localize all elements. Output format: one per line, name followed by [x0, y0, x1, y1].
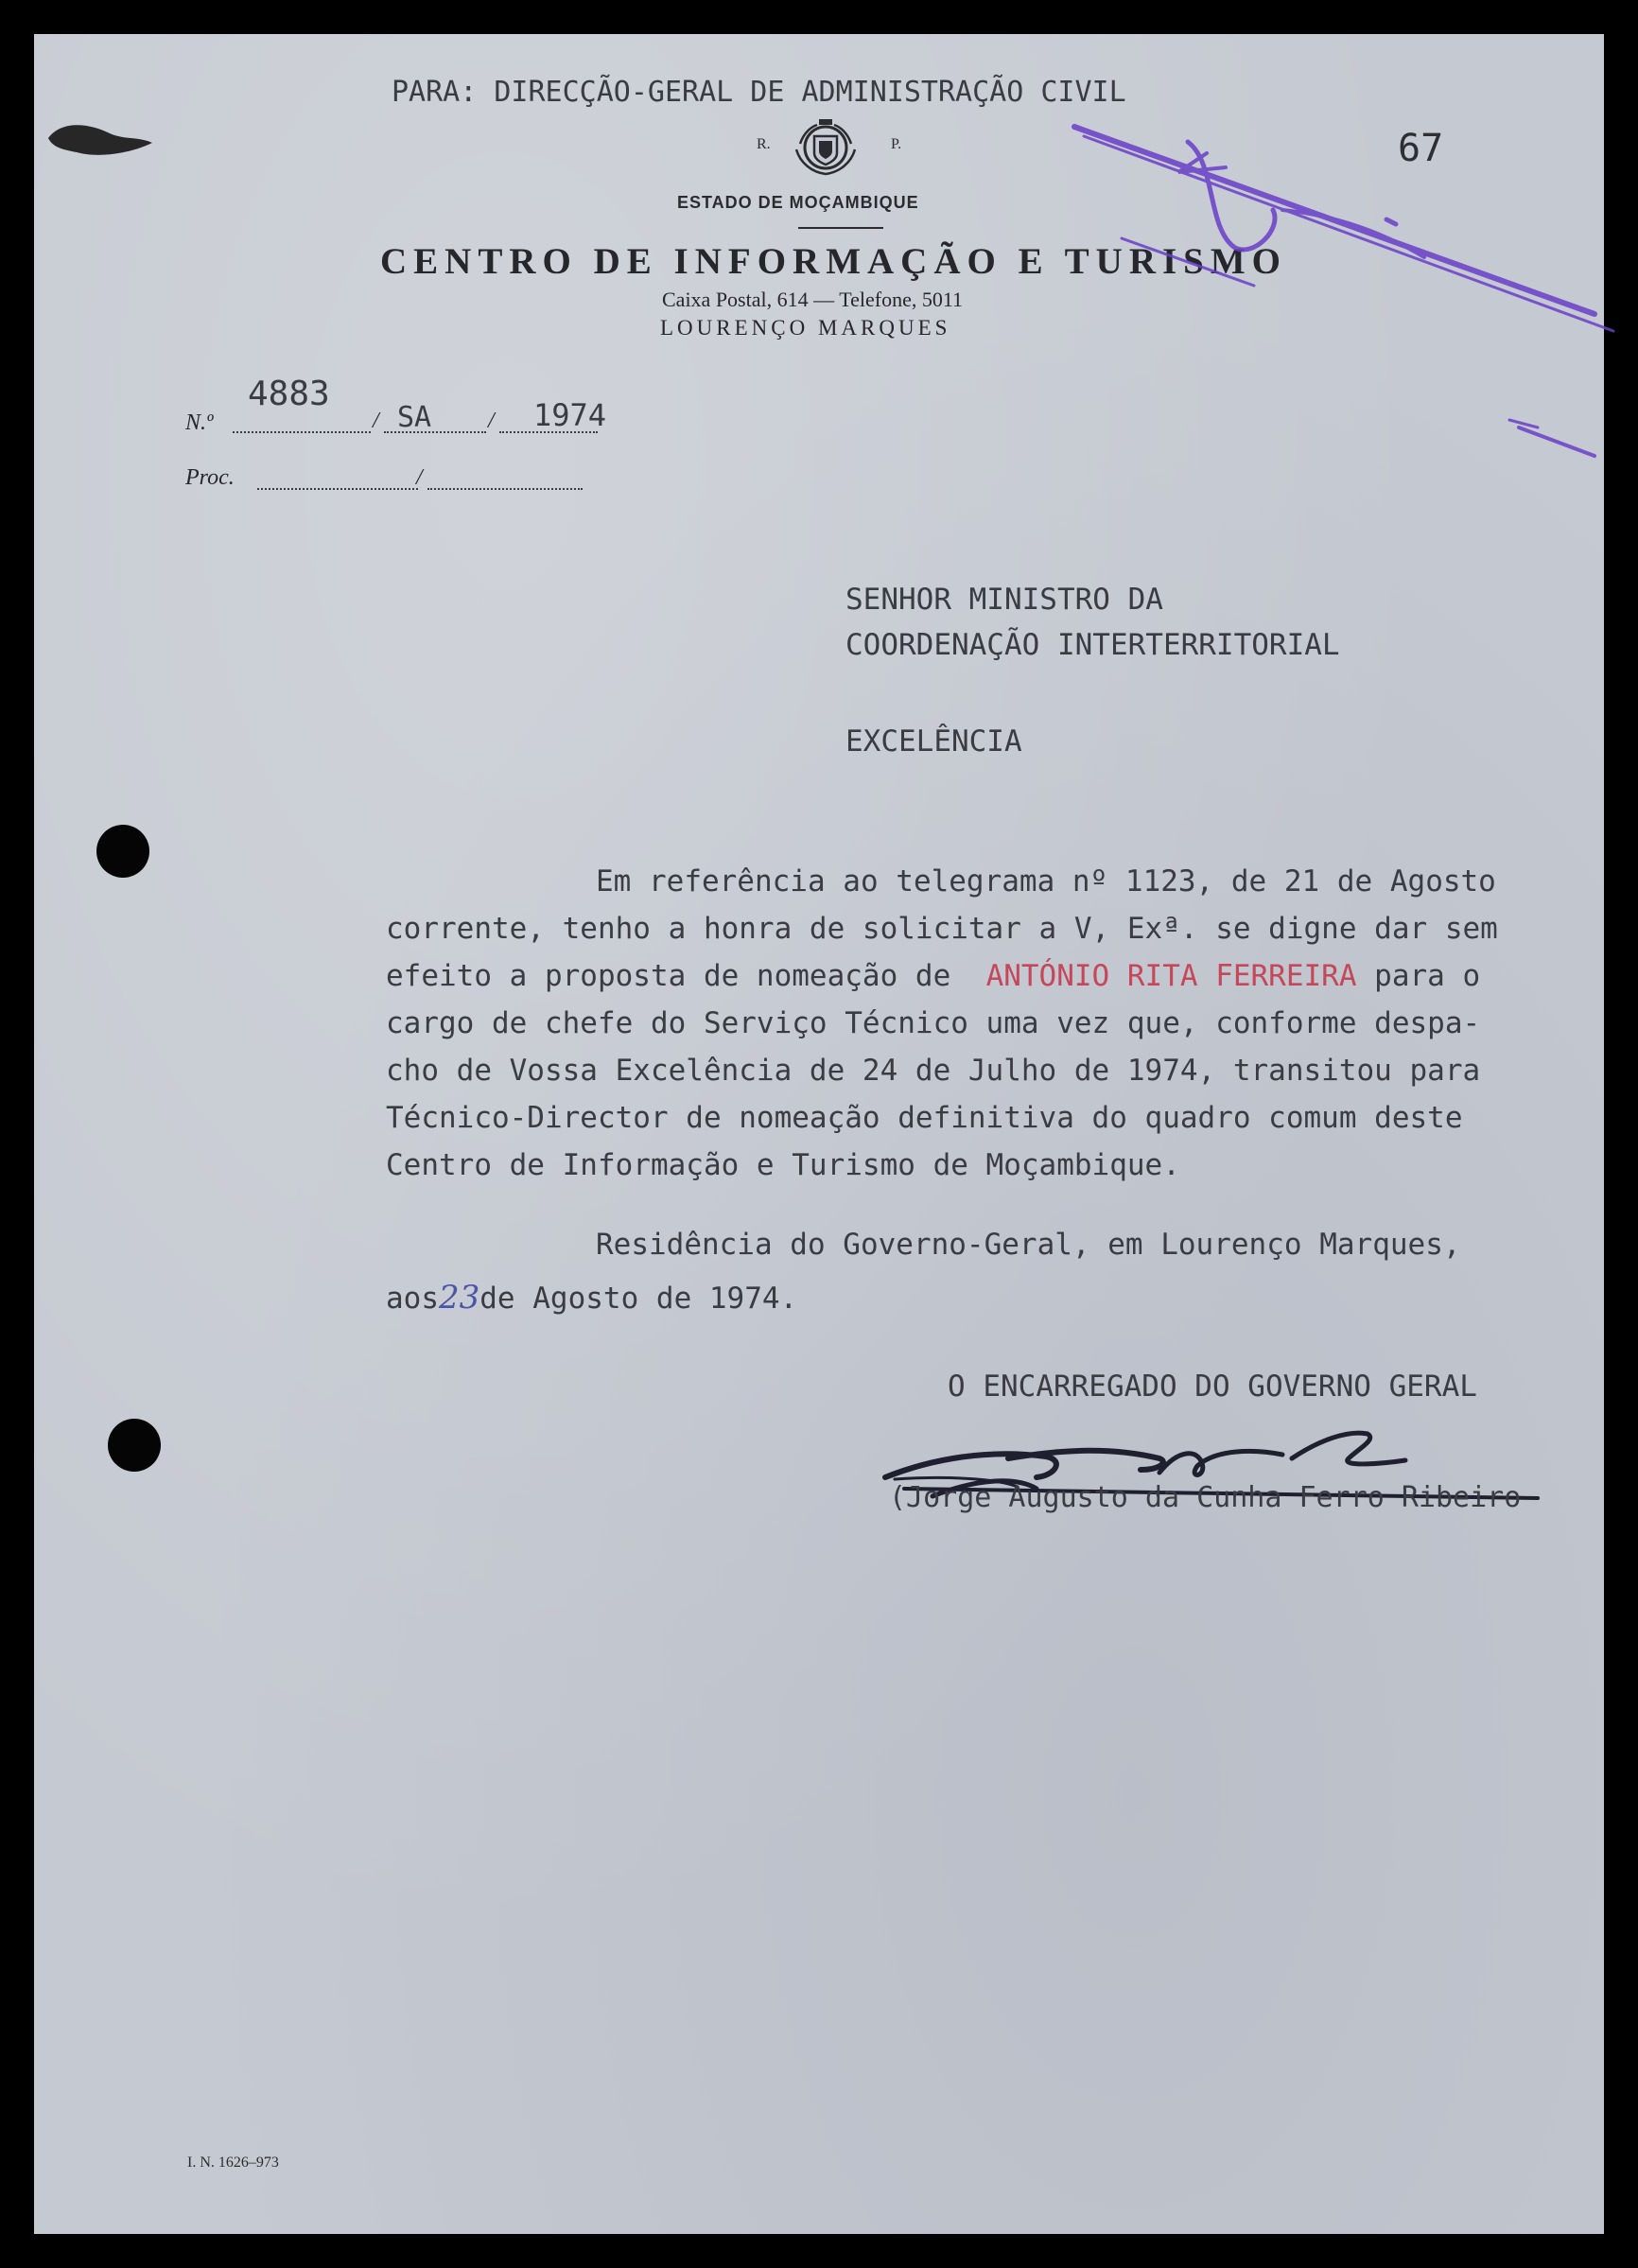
purple-stamp-mark — [1065, 115, 1632, 465]
ref-year: 1974 — [533, 397, 607, 433]
proc-dots-1 — [257, 488, 418, 490]
signer-name: (Jorge Augusto da Cunha Ferro Ribeiro — [889, 1481, 1522, 1514]
ref-number-dots — [233, 431, 371, 433]
coat-of-arms-icon — [783, 115, 868, 182]
body-line-5: cho de Vossa Excelência de 24 de Julho de 1974, transitou para — [386, 1054, 1481, 1088]
body-line-3 — [386, 959, 1480, 993]
ref-slash-1: / — [373, 409, 379, 433]
page-number: 67 — [1398, 127, 1444, 170]
salutation: EXCELÊNCIA — [845, 724, 1022, 759]
addressee-line-2: COORDENAÇÃO INTERTERRITORIAL — [845, 628, 1340, 662]
body-line-3-pre: efeito a proposta de nomeação de — [386, 959, 951, 993]
body-line-4: cargo de chefe do Serviço Técnico uma vez que, conforme despa- — [386, 1006, 1481, 1040]
ink-smudge — [44, 110, 157, 166]
estado-label: ESTADO DE MOÇAMBIQUE — [677, 193, 919, 212]
closing-line-1: Residência do Governo-Geral, em Lourenço Marques, — [596, 1228, 1461, 1262]
body-line-7: Centro de Informação e Turismo de Moçambique. — [386, 1148, 1180, 1182]
proc-slash: / — [416, 465, 423, 490]
closing-date-line — [386, 1279, 797, 1317]
body-line-2: corrente, tenho a honra de solicitar a V, Exª. se digne dar sem — [386, 912, 1498, 946]
estado-underline — [798, 227, 883, 229]
organization-name: CENTRO DE INFORMAÇÃO E TURISMO — [380, 241, 1287, 282]
signer-title: O ENCARREGADO DO GOVERNO GERAL — [948, 1370, 1477, 1404]
ref-section: SA — [397, 401, 432, 434]
body-line-1: Em referência ao telegrama nº 1123, de 21 de Agosto — [596, 864, 1496, 898]
ref-number: 4883 — [248, 375, 330, 413]
print-reference: I. N. 1626–973 — [187, 2155, 279, 2171]
rp-left: R. — [757, 136, 771, 152]
closing-aos: aos — [386, 1282, 439, 1316]
para-line: PARA: DIRECÇÃO-GERAL DE ADMINISTRAÇÃO CIVIL — [392, 76, 1126, 109]
contact-info: Caixa Postal, 614 — Telefone, 5011 — [662, 288, 964, 311]
closing-rest: de Agosto de 1974. — [479, 1282, 798, 1316]
closing-day: 23 — [439, 1279, 480, 1317]
punch-hole-bottom — [108, 1419, 161, 1472]
proc-label: Proc. — [185, 465, 235, 490]
proc-dots-2 — [427, 488, 583, 490]
addressee-line-1: SENHOR MINISTRO DA — [845, 583, 1163, 617]
ref-number-label: N.º — [185, 410, 214, 435]
ref-slash-2: / — [488, 409, 495, 433]
punch-hole-top — [96, 825, 149, 878]
document-page — [34, 34, 1604, 2234]
body-line-3-post: para o — [1374, 959, 1481, 993]
nominee-name: ANTÓNIO RITA FERREIRA — [985, 959, 1357, 993]
rp-right: P. — [891, 136, 902, 152]
coat-of-arms — [783, 115, 868, 182]
body-line-6: Técnico-Director de nomeação definitiva do quadro comum deste — [386, 1101, 1463, 1135]
city-name: LOURENÇO MARQUES — [660, 316, 951, 340]
